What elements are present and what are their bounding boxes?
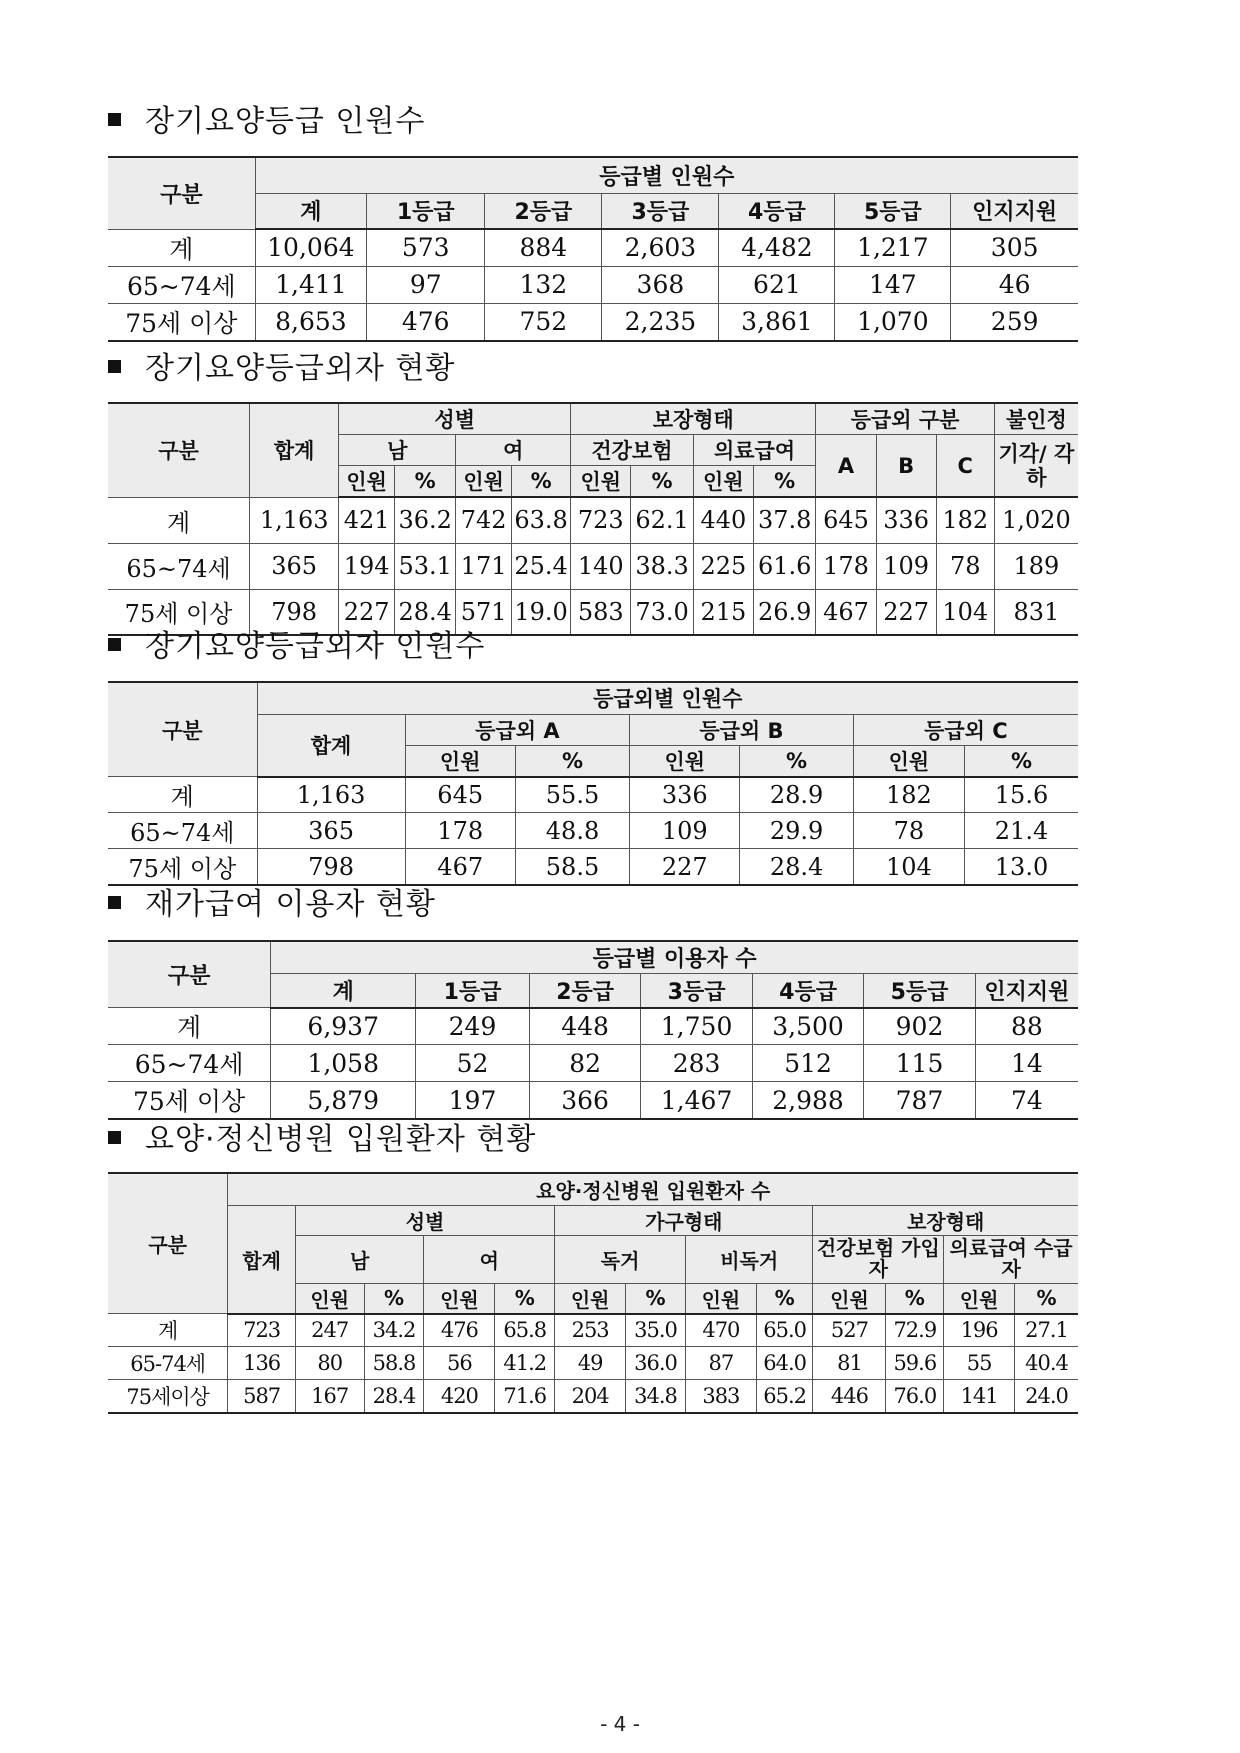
table-cell: 28.4 (740, 849, 853, 886)
row-label: 65~74세 (108, 266, 255, 303)
table-cell: 65.0 (756, 1314, 813, 1347)
table-cell: 182 (936, 497, 994, 543)
out-of-grade-count-table (108, 681, 1078, 886)
table-cell: 227 (876, 589, 936, 635)
header-persons: 인원 (571, 466, 631, 498)
table-cell: 1,070 (835, 303, 951, 341)
header-col: 인지지원 (975, 974, 1078, 1008)
table-cell: 21.4 (965, 813, 1078, 849)
table-cell: 2,235 (602, 303, 719, 341)
table-cell: 88 (975, 1008, 1078, 1045)
table-row (108, 303, 1078, 341)
table-cell: 283 (641, 1045, 752, 1082)
header-household: 가구형태 (555, 1205, 813, 1235)
header-grade-c: 등급외 C (853, 714, 1078, 745)
header-alone: 독거 (555, 1235, 686, 1283)
table-cell: 476 (424, 1314, 495, 1347)
table-cell: 14 (975, 1045, 1078, 1082)
table-cell: 3,861 (719, 303, 835, 341)
header-pct: % (965, 745, 1078, 777)
table-cell: 366 (529, 1082, 640, 1120)
table-cell: 1,020 (994, 497, 1078, 543)
table-cell: 368 (602, 266, 719, 303)
table-cell: 29.9 (740, 813, 853, 849)
table-row (108, 849, 1078, 886)
table-cell: 182 (853, 777, 964, 813)
table-cell: 36.0 (626, 1347, 686, 1380)
header-category: 구분 (108, 1173, 228, 1314)
row-label: 65~74세 (108, 1045, 271, 1082)
table-cell: 227 (630, 849, 740, 886)
header-pct: % (631, 466, 693, 498)
header-persons: 인원 (853, 745, 964, 777)
square-bullet-icon (108, 113, 121, 126)
table-cell: 4,482 (719, 229, 835, 266)
header-grade-a: A (816, 435, 876, 498)
table-cell: 78 (936, 543, 994, 589)
table-row (108, 1347, 1078, 1380)
header-col: 인지지원 (951, 193, 1078, 229)
table-cell: 1,163 (257, 777, 405, 813)
out-of-grade-status-table (108, 402, 1078, 636)
table-cell: 621 (719, 266, 835, 303)
row-label: 65~74세 (108, 813, 257, 849)
header-pct: % (626, 1283, 686, 1314)
table-cell: 178 (405, 813, 515, 849)
header-pct: % (395, 466, 456, 498)
table-cell: 189 (994, 543, 1078, 589)
header-pct: % (364, 1283, 424, 1314)
table-cell: 62.1 (631, 497, 693, 543)
table-cell: 5,879 (271, 1082, 416, 1120)
table-cell: 798 (250, 589, 339, 635)
table-cell: 27.1 (1015, 1314, 1078, 1347)
header-persons: 인원 (693, 466, 753, 498)
table-cell: 58.5 (515, 849, 629, 886)
header-grade-c: C (936, 435, 994, 498)
table-cell: 383 (685, 1380, 756, 1413)
table-cell: 1,163 (250, 497, 339, 543)
table-cell: 28.4 (395, 589, 456, 635)
table-row (108, 497, 1078, 543)
table-cell: 58.8 (364, 1347, 424, 1380)
table-cell: 28.4 (364, 1380, 424, 1413)
table-cell: 831 (994, 589, 1078, 635)
header-total: 합계 (228, 1205, 296, 1314)
table-cell: 141 (944, 1380, 1015, 1413)
square-bullet-icon (108, 360, 121, 373)
table-cell: 15.6 (965, 777, 1078, 813)
table-cell: 448 (529, 1008, 640, 1045)
header-group: 요양·정신병원 입원환자 수 (228, 1173, 1078, 1205)
header-grade-a: 등급외 A (405, 714, 630, 745)
table-cell: 2,988 (752, 1082, 863, 1120)
header-persons: 인원 (456, 466, 512, 498)
table-cell: 336 (630, 777, 740, 813)
table-cell: 65.2 (756, 1380, 813, 1413)
row-label: 75세 이상 (108, 1082, 271, 1120)
header-group: 등급외별 인원수 (257, 682, 1078, 714)
table-cell: 2,603 (602, 229, 719, 266)
header-col: 3등급 (602, 193, 719, 229)
header-col: 1등급 (367, 193, 485, 229)
section-title-out-of-grade-status: 장기요양등급외자 현황 (108, 349, 455, 389)
table-cell: 512 (752, 1045, 863, 1082)
header-persons: 인원 (685, 1283, 756, 1314)
page-number: - 4 - (600, 1712, 640, 1736)
row-label: 계 (108, 1008, 271, 1045)
header-unrecognized: 불인정 (994, 403, 1078, 435)
table-cell: 34.8 (626, 1380, 686, 1413)
header-persons: 인원 (405, 745, 515, 777)
table-cell: 13.0 (965, 849, 1078, 886)
header-gender: 성별 (295, 1205, 554, 1235)
section-title-out-of-grade-count: 장기요양등급외자 인원수 (108, 627, 485, 667)
row-label: 65~74세 (108, 543, 250, 589)
table-cell: 74 (975, 1082, 1078, 1120)
table-cell: 742 (456, 497, 512, 543)
header-pct: % (886, 1283, 944, 1314)
table-cell: 8,653 (255, 303, 366, 341)
table-row (108, 543, 1078, 589)
table-cell: 104 (936, 589, 994, 635)
header-persons: 인원 (813, 1283, 886, 1314)
table-row (108, 1314, 1078, 1347)
square-bullet-icon (108, 896, 121, 909)
row-label: 계 (108, 777, 257, 813)
table-cell: 798 (257, 849, 405, 886)
table-cell: 573 (367, 229, 485, 266)
header-not-alone: 비독거 (685, 1235, 812, 1283)
table-cell: 52 (416, 1045, 530, 1082)
table-cell: 171 (456, 543, 512, 589)
header-category: 구분 (108, 403, 250, 497)
row-label: 계 (108, 1314, 228, 1347)
header-grade-b: 등급외 B (630, 714, 854, 745)
table-cell: 884 (485, 229, 602, 266)
header-col: 계 (271, 974, 416, 1008)
table-cell: 227 (339, 589, 395, 635)
table-cell: 35.0 (626, 1314, 686, 1347)
header-col: 4등급 (719, 193, 835, 229)
table-cell: 80 (295, 1347, 364, 1380)
header-female: 여 (424, 1235, 555, 1283)
table-cell: 147 (835, 266, 951, 303)
section-title-home-care-users: 재가급여 이용자 현황 (108, 885, 436, 925)
table-cell: 34.2 (364, 1314, 424, 1347)
table-cell: 71.6 (495, 1380, 555, 1413)
table-cell: 48.8 (515, 813, 629, 849)
header-group: 등급별 이용자 수 (271, 941, 1078, 974)
table-cell: 115 (864, 1045, 975, 1082)
table-cell: 249 (416, 1008, 530, 1045)
header-total: 합계 (250, 403, 339, 497)
table-cell: 197 (416, 1082, 530, 1120)
row-label: 계 (108, 229, 255, 266)
header-col: 3등급 (641, 974, 752, 1008)
header-male: 남 (295, 1235, 424, 1283)
table-cell: 645 (816, 497, 876, 543)
table-cell: 104 (853, 849, 964, 886)
table-cell: 225 (693, 543, 753, 589)
table-cell: 645 (405, 777, 515, 813)
table-row (108, 1045, 1078, 1082)
table-cell: 420 (424, 1380, 495, 1413)
table-cell: 63.8 (512, 497, 571, 543)
header-col: 5등급 (864, 974, 975, 1008)
row-label: 65-74세 (108, 1347, 228, 1380)
table-cell: 6,937 (271, 1008, 416, 1045)
table-cell: 28.9 (740, 777, 853, 813)
header-health-insurance: 건강보험 (571, 435, 694, 466)
table-cell: 72.9 (886, 1314, 944, 1347)
grade-count-table (108, 156, 1078, 342)
table-cell: 136 (228, 1347, 296, 1380)
table-cell: 902 (864, 1008, 975, 1045)
header-persons: 인원 (555, 1283, 626, 1314)
table-cell: 26.9 (753, 589, 815, 635)
table-cell: 1,058 (271, 1045, 416, 1082)
table-cell: 73.0 (631, 589, 693, 635)
header-pct: % (495, 1283, 555, 1314)
header-category: 구분 (108, 157, 255, 229)
table-cell: 752 (485, 303, 602, 341)
table-cell: 167 (295, 1380, 364, 1413)
header-col: 1등급 (416, 974, 530, 1008)
table-cell: 204 (555, 1380, 626, 1413)
header-col: 5등급 (835, 193, 951, 229)
table-cell: 1,467 (641, 1082, 752, 1120)
table-cell: 178 (816, 543, 876, 589)
table-cell: 583 (571, 589, 631, 635)
header-category: 구분 (108, 682, 257, 777)
header-pct: % (756, 1283, 813, 1314)
header-grade-out: 등급외 구분 (816, 403, 994, 435)
table-row (108, 777, 1078, 813)
table-cell: 25.4 (512, 543, 571, 589)
header-coverage: 보장형태 (813, 1205, 1078, 1235)
header-col: 2등급 (529, 974, 640, 1008)
table-cell: 132 (485, 266, 602, 303)
header-persons: 인원 (630, 745, 740, 777)
header-female: 여 (456, 435, 571, 466)
table-cell: 61.6 (753, 543, 815, 589)
section-title-hospital-inpatients: 요양·정신병원 입원환자 현황 (108, 1120, 536, 1160)
table-cell: 59.6 (886, 1347, 944, 1380)
table-cell: 446 (813, 1380, 886, 1413)
table-cell: 65.8 (495, 1314, 555, 1347)
header-total: 합계 (257, 714, 405, 777)
table-cell: 55 (944, 1347, 1015, 1380)
table-cell: 109 (630, 813, 740, 849)
table-cell: 365 (250, 543, 339, 589)
header-rejected: 기각/ 각하 (994, 435, 1078, 498)
table-cell: 19.0 (512, 589, 571, 635)
table-cell: 723 (228, 1314, 296, 1347)
table-row (108, 1380, 1078, 1413)
table-cell: 78 (853, 813, 964, 849)
table-cell: 64.0 (756, 1347, 813, 1380)
table-row (108, 266, 1078, 303)
table-cell: 215 (693, 589, 753, 635)
table-cell: 253 (555, 1314, 626, 1347)
table-cell: 1,217 (835, 229, 951, 266)
hospital-inpatients-table (108, 1172, 1078, 1414)
section-title-grade-count: 장기요양등급 인원수 (108, 102, 425, 142)
table-cell: 40.4 (1015, 1347, 1078, 1380)
table-cell: 476 (367, 303, 485, 341)
table-cell: 97 (367, 266, 485, 303)
table-cell: 723 (571, 497, 631, 543)
header-col: 2등급 (485, 193, 602, 229)
header-health-insurance: 건강보험 가입자 (813, 1235, 944, 1283)
table-row (108, 229, 1078, 266)
table-cell: 587 (228, 1380, 296, 1413)
table-cell: 56 (424, 1347, 495, 1380)
header-medical-aid: 의료급여 (693, 435, 816, 466)
row-label: 75세이상 (108, 1380, 228, 1413)
table-cell: 37.8 (753, 497, 815, 543)
table-cell: 336 (876, 497, 936, 543)
header-male: 남 (339, 435, 456, 466)
table-cell: 440 (693, 497, 753, 543)
table-cell: 421 (339, 497, 395, 543)
table-cell: 38.3 (631, 543, 693, 589)
table-cell: 82 (529, 1045, 640, 1082)
table-cell: 81 (813, 1347, 886, 1380)
header-persons: 인원 (944, 1283, 1015, 1314)
table-cell: 365 (257, 813, 405, 849)
table-cell: 470 (685, 1314, 756, 1347)
table-row (108, 1008, 1078, 1045)
header-coverage: 보장형태 (571, 403, 816, 435)
header-persons: 인원 (339, 466, 395, 498)
header-col: 4등급 (752, 974, 863, 1008)
table-cell: 55.5 (515, 777, 629, 813)
header-pct: % (512, 466, 571, 498)
header-pct: % (1015, 1283, 1078, 1314)
table-cell: 140 (571, 543, 631, 589)
table-cell: 1,411 (255, 266, 366, 303)
table-row (108, 813, 1078, 849)
table-cell: 787 (864, 1082, 975, 1120)
square-bullet-icon (108, 1131, 121, 1144)
header-pct: % (515, 745, 629, 777)
table-cell: 3,500 (752, 1008, 863, 1045)
row-label: 계 (108, 497, 250, 543)
table-cell: 467 (816, 589, 876, 635)
table-cell: 571 (456, 589, 512, 635)
header-category: 구분 (108, 941, 271, 1008)
table-cell: 527 (813, 1314, 886, 1347)
home-care-users-table (108, 940, 1078, 1120)
header-pct: % (740, 745, 853, 777)
header-pct: % (753, 466, 815, 498)
table-cell: 196 (944, 1314, 1015, 1347)
row-label: 75세 이상 (108, 589, 250, 635)
table-cell: 87 (685, 1347, 756, 1380)
table-cell: 53.1 (395, 543, 456, 589)
table-cell: 1,750 (641, 1008, 752, 1045)
header-medical-aid: 의료급여 수급자 (944, 1235, 1078, 1283)
header-persons: 인원 (424, 1283, 495, 1314)
table-cell: 194 (339, 543, 395, 589)
header-grade-b: B (876, 435, 936, 498)
table-cell: 24.0 (1015, 1380, 1078, 1413)
table-cell: 305 (951, 229, 1078, 266)
header-col: 계 (255, 193, 366, 229)
row-label: 75세 이상 (108, 849, 257, 886)
table-cell: 259 (951, 303, 1078, 341)
table-cell: 36.2 (395, 497, 456, 543)
header-persons: 인원 (295, 1283, 364, 1314)
table-cell: 49 (555, 1347, 626, 1380)
table-cell: 109 (876, 543, 936, 589)
table-cell: 247 (295, 1314, 364, 1347)
table-cell: 41.2 (495, 1347, 555, 1380)
row-label: 75세 이상 (108, 303, 255, 341)
header-group: 등급별 인원수 (255, 157, 1078, 193)
header-gender: 성별 (339, 403, 571, 435)
table-row (108, 1082, 1078, 1120)
table-cell: 467 (405, 849, 515, 886)
table-cell: 46 (951, 266, 1078, 303)
table-cell: 76.0 (886, 1380, 944, 1413)
square-bullet-icon (108, 638, 121, 651)
table-cell: 10,064 (255, 229, 366, 266)
